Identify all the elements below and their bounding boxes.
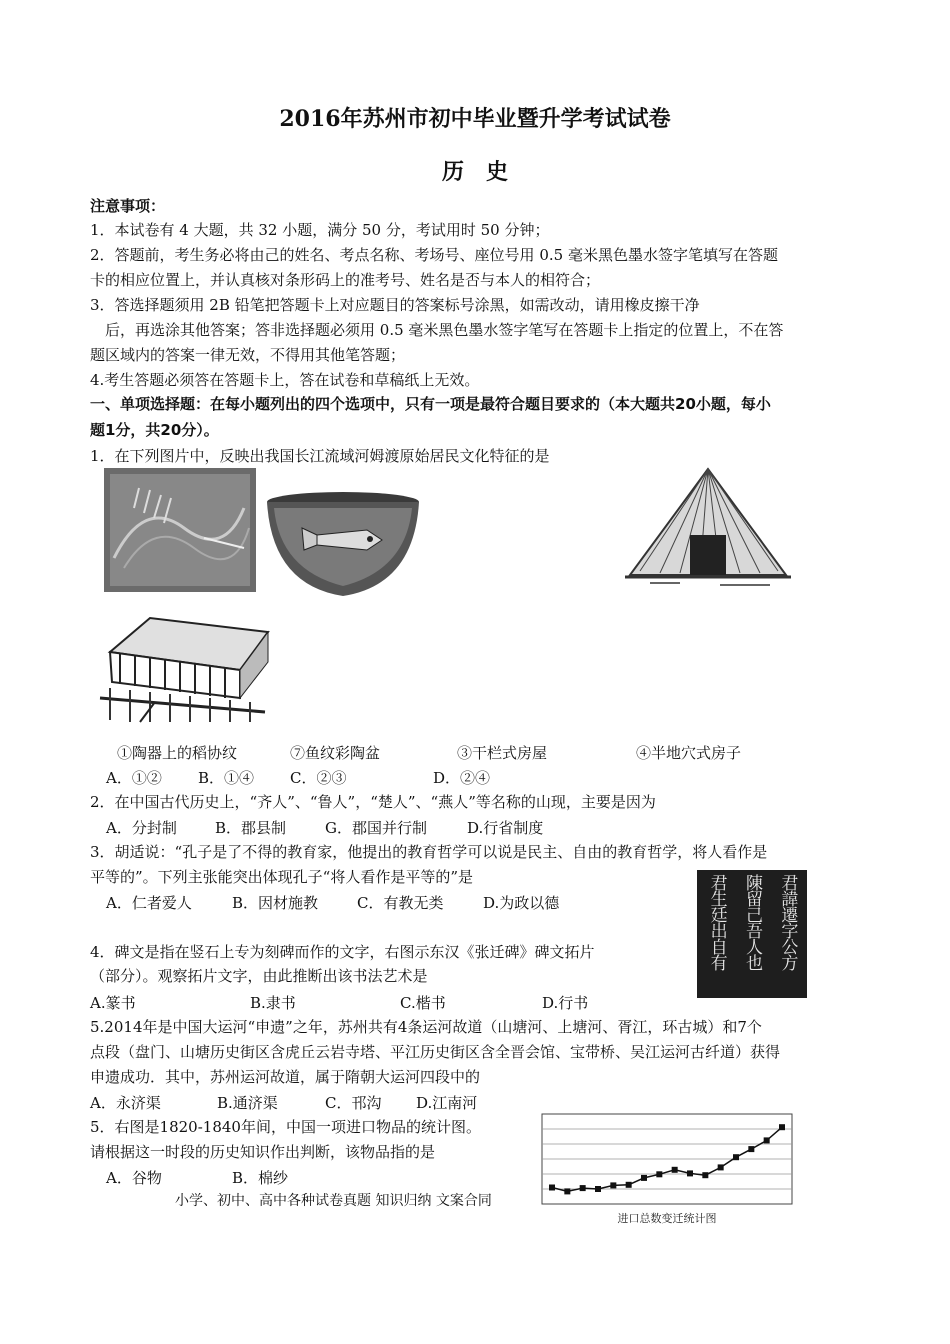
q1-caption-3: ③干栏式房屋 [457,744,548,762]
chart-point [748,1146,754,1152]
q1-caption-2: ⑦鱼纹彩陶盆 [290,744,381,762]
q1-option-b: B．①④ [198,769,255,787]
q4-option-b: B.隶书 [250,994,296,1012]
q2-option-d: D.行省制度 [467,819,544,837]
subject-title: 历 史 [441,159,508,185]
q3-option-b: B．因材施教 [232,894,319,912]
q2-option-b: B．郡县制 [215,819,287,837]
q2-option-c: G．郡国并行制 [325,819,427,837]
q4-option-c: C.楷书 [400,994,446,1012]
section1-line1: 一、单项选择题：在每小题列出的四个选项中，只有一项是最符合题目要求的（本大题共20小题，每小 [90,395,771,413]
q5a-option-d: D.江南河 [416,1094,478,1112]
chart-point [672,1167,678,1173]
note-2b: 卡的相应位置上，并认真核对条形码上的准考号、姓名是否与本人的相符合； [90,271,601,289]
q2-stem: 2．在中国古代历史上，“齐人”、“鲁人”，“楚人”、“燕人”等名称的山现，主要是因为 [90,793,656,811]
chart-point [702,1172,708,1178]
section1-line2: 题1分，共20分）。 [90,421,219,439]
rubbing-column-3: 君生廷出自有 [706,874,727,970]
fish-pattern-basin-image [262,490,424,600]
stele-rubbing-image [697,870,807,998]
q5a-option-c: C．邗沟 [325,1094,382,1112]
notes-heading: 注意事项： [90,197,166,215]
chart-point [764,1137,770,1143]
q5b-stem-2: 请根据这一时段的历史知识作出判断，该物品指的是 [90,1143,436,1161]
q5b-stem-1: 5．右图是1820-1840年间，中国一项进口物品的统计图。 [90,1118,481,1136]
chart-point [779,1124,785,1130]
chart-point [564,1188,570,1194]
note-4: 4.考生答题必须答在答题卡上，答在试卷和草稿纸上无效。 [90,371,480,389]
q5a-stem-3: 申遗成功．其中，苏州运河故道，属于隋朝大运河四段中的 [90,1068,481,1086]
chart-point [687,1170,693,1176]
q4-option-d: D.行书 [542,994,589,1012]
q4-stem-1: 4．碑文是指在竖石上专为刻碑而作的文字，右图示东汉《张迁碑》碑文拓片 [90,943,595,961]
q5a-stem-1: 5.2014年是中国大运河“申遗”之年，苏州共有4条运河故道（山塘河、上塘河、胥江，环古城）和7个 [90,1018,762,1036]
chart-point [610,1182,616,1188]
note-3c: 题区域内的答案一律无效，不得用其他笔答题； [90,346,406,364]
chart-point [580,1185,586,1191]
rubbing-column-1: 君諱遷字公方 [777,874,798,970]
chart-point [626,1182,632,1188]
note-3b: 后，再选涂其他答案；答非选择题必须用 0.5 毫米黑色墨水签字笔写在答题卡上指定的位置上，不在答 [90,321,784,339]
rubbing-column-2: 陳留己吾人也 [741,874,762,970]
q5a-option-b: B.通济渠 [217,1094,278,1112]
chart-point [641,1175,647,1181]
semi-subterranean-house-image [620,465,796,595]
q4-option-a: A.篆书 [90,994,136,1012]
chart-point [733,1154,739,1160]
q4-stem-2: （部分）。观察拓片文字，由此推断出该书法艺术是 [90,967,428,985]
q3-option-a: A．仁者爱人 [106,894,192,912]
q3-option-c: C．有教无类 [357,894,444,912]
chart-title: 进口总数变迁统计图 [617,1212,717,1225]
q1-stem: 1．在下列图片中，反映出我国长江流域河姆渡原始居民文化特征的是 [90,447,550,465]
q1-option-a: A．①② [106,769,162,787]
chart-point [549,1185,555,1191]
footer-text: 小学、初中、高中各种试卷真题 知识归纳 文案合同 [175,1193,492,1209]
q5a-stem-2: 点段（盘门、山塘历史街区含虎丘云岩寺塔、平江历史街区含全晋会馆、宝带桥、吴江运河古纤道）获得 [90,1043,781,1061]
exam-title: 2016年苏州市初中毕业暨升学考试试卷 [279,106,671,132]
q5a-option-a: A．永济渠 [90,1094,161,1112]
chart-point [656,1171,662,1177]
q1-caption-1: ①陶器上的稻协纹 [117,744,238,762]
q3-stem-1: 3．胡适说：“孔子是了不得的教育家，他提出的教育哲学可以说是民主、自由的教育哲学，将人看作是 [90,843,768,861]
note-1: 1．本试卷有 4 大题，共 32 小题，满分 50 分，考试用时 50 分钟； [90,221,550,239]
q5b-option-b: B．棉纱 [232,1169,289,1187]
import-statistics-chart [540,1112,794,1228]
q3-option-d: D.为政以德 [483,894,560,912]
note-3a: 3．答选择题须用 2B 铅笔把答题卡上对应题目的答案标号涂黑，如需改动，请用橡皮擦干净 [90,296,700,314]
rice-pattern-pottery-image [104,468,256,592]
stilt-house-image [90,612,272,724]
q3-stem-2: 平等的”。下列主张能突出体现孔子“将人看作是平等的”是 [90,868,474,886]
q2-option-a: A．分封制 [106,819,177,837]
note-2a: 2．答题前，考生务必将由己的姓名、考点名称、考场号、座位号用 0.5 毫米黑色墨水签字笔填写在答题 [90,246,778,264]
q1-option-d: D．②④ [433,769,491,787]
q1-caption-4: ④半地穴式房子 [636,744,742,762]
q1-option-c: C．②③ [290,769,347,787]
q5b-option-a: A．谷物 [106,1169,162,1187]
chart-point [595,1186,601,1192]
chart-point [718,1164,724,1170]
chart-grid [542,1114,792,1204]
